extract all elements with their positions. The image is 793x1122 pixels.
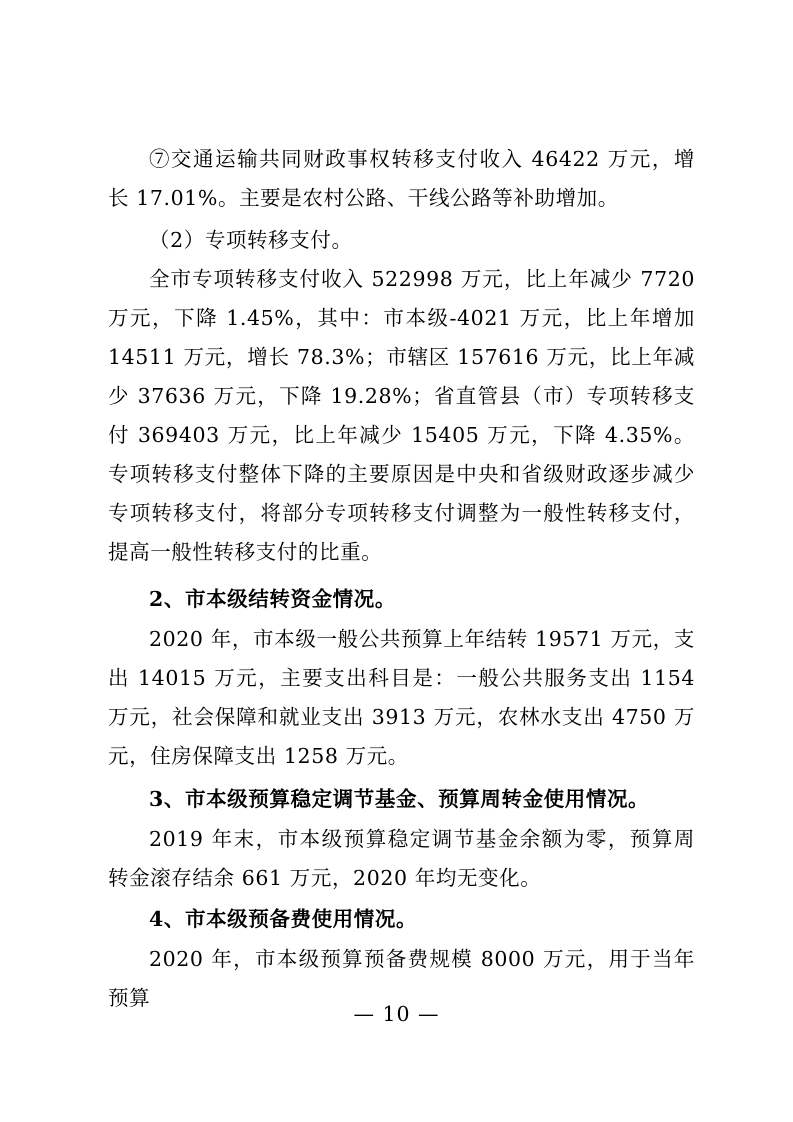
paragraph-reserve-fund: 2020 年，市本级预算预备费规模 8000 万元，用于当年预算 [108, 947, 695, 1010]
paragraph-transport-transfer: ⑦交通运输共同财政事权转移支付收入 46422 万元，增长 17.01%。主要是农村公路、干线公路等补助增加。 [108, 147, 695, 210]
section-heading-carryover-funds: 2、市本级结转资金情况。 [149, 587, 396, 611]
paragraph-special-transfer-detail: 全市专项转移支付收入 522998 万元，比上年减少 7720 万元，下降 1.45%，其中：市本级-4021 万元，比上年增加 14511 万元，增长 78.3%；市辖区 157616 万元，比上年减少 37636 万元，下降 19.28%；省直管县（市）专项转移支付 369403 万元，比上年减少 15405 万元，下降 4.35%。专项转移支付整体下降的主要原因是中央和省级财政逐步减少专项转移支付，将部分专项转移支付调整为一般性转移支付，提高一般性转移支付的比重。 [108, 267, 695, 564]
section-heading-reserve-fund: 4、市本级预备费使用情况。 [149, 907, 418, 931]
paragraph-carryover-funds: 2020 年，市本级一般公共预算上年结转 19571 万元，支出 14015 万元，主要支出科目是：一般公共服务支出 1154 万元，社会保障和就业支出 3913 万元，农林水支出 4750 万元，住房保障支出 1258 万元。 [108, 627, 695, 768]
paragraph-stabilization-fund: 2019 年末，市本级预算稳定调节基金余额为零，预算周转金滚存结余 661 万元，2020 年均无变化。 [108, 827, 695, 890]
page-number: — 10 — [353, 1002, 440, 1026]
paragraph-special-transfer-heading: （2）专项转移支付。 [149, 228, 353, 252]
section-heading-stabilization-fund: 3、市本级预算稳定调节基金、预算周转金使用情况。 [149, 787, 650, 811]
